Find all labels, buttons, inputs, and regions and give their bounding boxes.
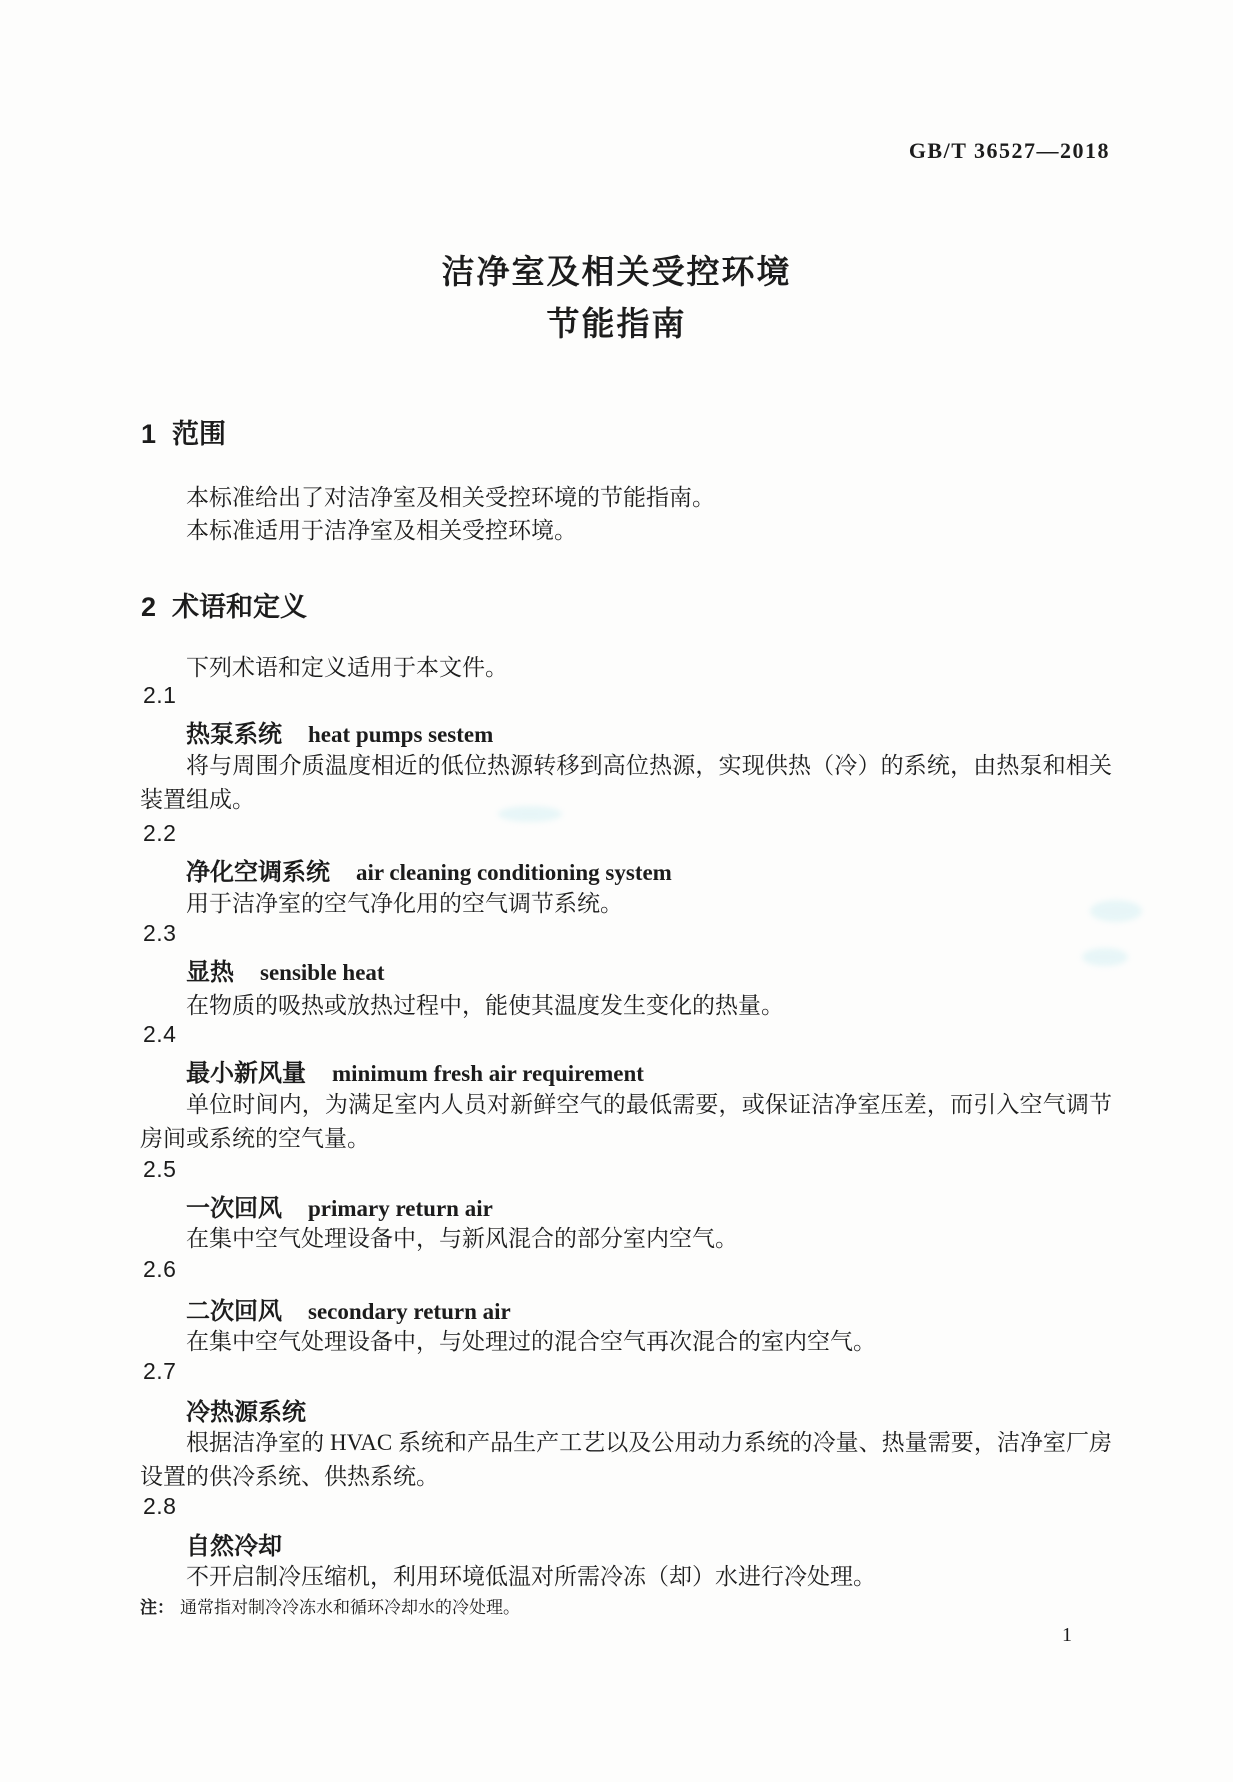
term-number: 2.3 (143, 920, 177, 946)
term-definition: 用于洁净室的空气净化用的空气调节系统。 (186, 891, 623, 916)
term-definition: 不开启制冷压缩机，利用环境低温对所需冷冻（却）水进行冷处理。 (186, 1564, 876, 1589)
term-name-cn: 二次回风 (186, 1298, 282, 1325)
term-heading (186, 1392, 306, 1427)
section-number: 2 (141, 592, 157, 622)
term-number: 2.8 (143, 1493, 177, 1519)
note-label: 注： (140, 1598, 174, 1617)
term-name-en: primary return air (308, 1196, 493, 1221)
term-definition: 在集中空气处理设备中，与处理过的混合空气再次混合的室内空气。 (186, 1329, 876, 1354)
section-number: 1 (141, 419, 157, 449)
term-definition: 将与周围介质温度相近的低位热源转移到高位热源，实现供热（冷）的系统，由热泵和相关装置组成。 (140, 753, 1112, 812)
document-title-line2: 节能指南 (546, 305, 687, 342)
term-name-cn: 最小新风量 (186, 1060, 306, 1087)
scope-paragraph-2: 本标准适用于洁净室及相关受控环境。 (186, 518, 577, 543)
term-name-cn: 热泵系统 (186, 721, 282, 748)
page-number: 1 (1062, 1624, 1072, 1646)
section-title: 术语和定义 (172, 592, 308, 622)
term-name-cn: 一次回风 (186, 1195, 282, 1222)
term-heading (186, 952, 385, 987)
term-heading (186, 852, 672, 887)
section-title: 范围 (172, 419, 227, 449)
term-heading (186, 1291, 511, 1326)
term-number: 2.6 (143, 1256, 177, 1282)
term-heading (186, 1188, 493, 1223)
term-name-cn: 净化空调系统 (186, 859, 330, 886)
term-number: 2.5 (143, 1156, 177, 1182)
term-definition: 根据洁净室的 HVAC 系统和产品生产工艺以及公用动力系统的冷量、热量需要，洁净室厂房设置的供冷系统、供热系统。 (140, 1430, 1112, 1489)
term-number: 2.7 (143, 1358, 177, 1384)
term-definition: 在集中空气处理设备中，与新风混合的部分室内空气。 (186, 1226, 738, 1251)
term-name-en: secondary return air (308, 1299, 511, 1324)
term-name-en: minimum fresh air requirement (332, 1061, 644, 1086)
scope-paragraph-1: 本标准给出了对洁净室及相关受控环境的节能指南。 (186, 485, 715, 510)
term-note (140, 1596, 1112, 1620)
term-number: 2.1 (143, 682, 177, 708)
term-number: 2.4 (143, 1021, 177, 1047)
section-heading-scope (141, 412, 226, 451)
term-definition: 单位时间内，为满足室内人员对新鲜空气的最低需要，或保证洁净室压差，而引入空气调节房间或系统的空气量。 (140, 1092, 1112, 1151)
term-name-en: sensible heat (260, 960, 385, 985)
document-title (0, 246, 1233, 350)
term-number: 2.2 (143, 820, 177, 846)
section-heading-terms (141, 585, 307, 624)
term-name-cn: 冷热源系统 (186, 1399, 306, 1426)
standard-code: GB/T 36527—2018 (908, 138, 1110, 163)
document-title-line1: 洁净室及相关受控环境 (441, 253, 792, 290)
term-name-cn: 自然冷却 (186, 1533, 282, 1560)
term-heading (186, 1053, 644, 1088)
term-heading (186, 1526, 282, 1561)
terms-intro: 下列术语和定义适用于本文件。 (186, 655, 508, 680)
term-definition: 在物质的吸热或放热过程中，能使其温度发生变化的热量。 (186, 993, 784, 1018)
term-heading (186, 714, 493, 749)
term-name-en: heat pumps sestem (308, 722, 494, 747)
scan-smudge (1082, 948, 1128, 966)
note-text: 通常指对制冷冷冻水和循环冷却水的冷处理。 (180, 1598, 520, 1617)
term-name-cn: 显热 (186, 959, 234, 986)
term-name-en: air cleaning conditioning system (356, 860, 672, 885)
